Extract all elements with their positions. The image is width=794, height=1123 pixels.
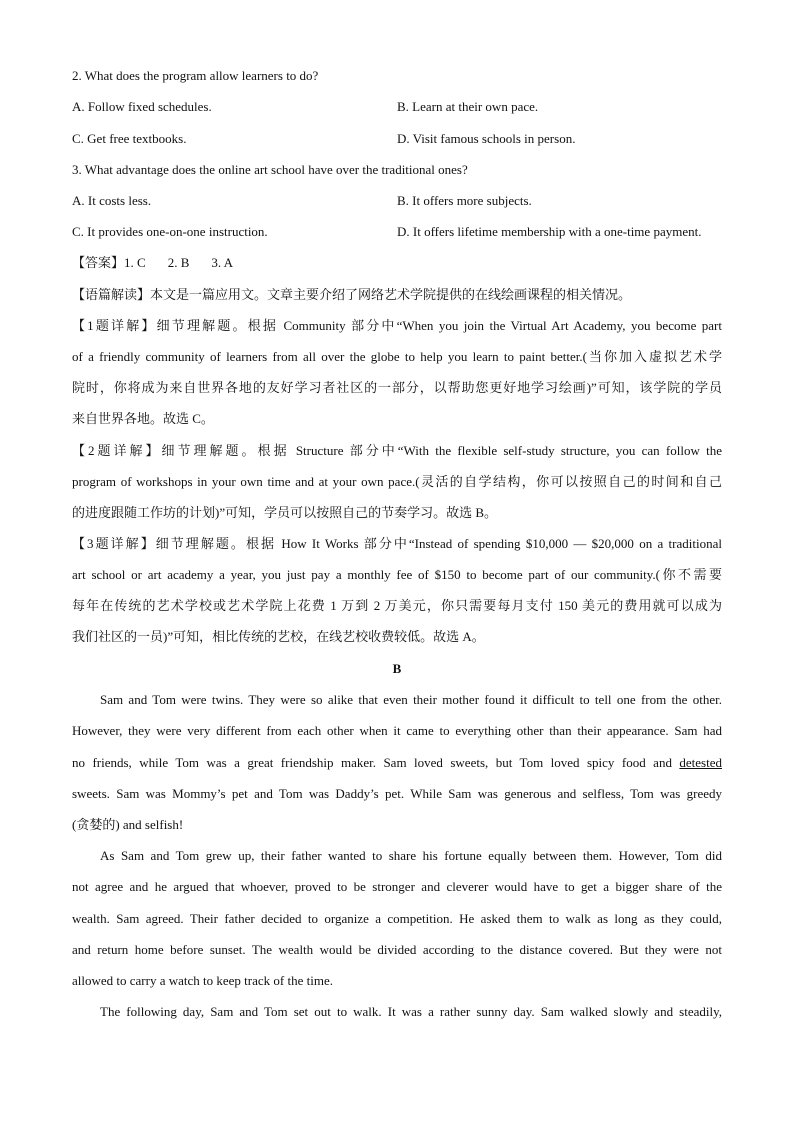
- passage-p2-line-1: As Sam and Tom grew up, their father wanted to share his fortune equally between them. However, Tom did: [100, 848, 722, 863]
- passage-p1-line-4: sweets. Sam was Mommy’s pet and Tom was Daddy’s pet. While Sam was generous and selfless, Tom was greedy: [72, 786, 722, 801]
- analysis-q3-line-3: 每年在传统的艺术学校或艺术学院上花费 1 万到 2 万美元，你只需要每月支付 150 美元的费用就可以成为: [72, 598, 722, 613]
- question-2-stem: 2. What does the program allow learners to do?: [72, 68, 319, 83]
- passage-p2-line-3: wealth. Sam agreed. Their father decided to organize a competition. He asked them to walk as long as they could,: [72, 911, 722, 926]
- analysis-q2-line-2: program of workshops in your own time and at your own pace.(灵活的自学结构，你可以按照自己的时间和自己: [72, 474, 722, 489]
- question-3-option-d: D. It offers lifetime membership with a one-time payment.: [397, 224, 702, 239]
- analysis-q1-line-3: 院时，你将成为来自世界各地的友好学习者社区的一部分，以帮助您更好地学习绘画)”可知，该学院的学员: [72, 380, 722, 395]
- analysis-q3-line-2: art school or art academy a year, you just pay a monthly fee of $150 to become part of our community.(你不需要: [72, 567, 722, 582]
- underlined-word: detested: [679, 755, 722, 770]
- question-2-option-b: B. Learn at their own pace.: [397, 99, 539, 114]
- passage-p1-line-3: [72, 754, 722, 772]
- analysis-q2-line-1: 【2题详解】细节理解题。根据 Structure 部分中“With the flexible self-study structure, you can follow the: [72, 443, 722, 458]
- answer-item-2: 2. B: [167, 255, 190, 270]
- passage-p1-line-2: However, they were very different from each other when it came to everything other than their appearance. Sam had: [72, 723, 722, 738]
- passage-p2-line-4: and return home before sunset. The wealth would be divided according to the distance covered. But they were not: [72, 942, 722, 957]
- answer-item-1: 1. C: [124, 255, 146, 270]
- question-2-option-c: C. Get free textbooks.: [72, 131, 187, 146]
- answer-key: [72, 254, 722, 272]
- analysis-q1-line-4: 来自世界各地。故选 C。: [72, 411, 214, 426]
- question-3-option-a: A. It costs less.: [72, 193, 152, 208]
- section-b-heading: B: [392, 661, 402, 676]
- passage-p1-line-3-text: no friends, while Tom was a great friendship maker. Sam loved sweets, but Tom loved spicy food and: [72, 755, 680, 770]
- question-3-stem: 3. What advantage does the online art school have over the traditional ones?: [72, 162, 468, 177]
- analysis-q1-line-2: of a friendly community of learners from all over the globe to help you learn to paint better.(当你加入虚拟艺术学: [72, 349, 722, 364]
- passage-p2-line-2: not agree and he argued that whoever, proved to be stronger and cleverer would have to get a bigger share of the: [72, 879, 722, 894]
- analysis-q1-line-1: 【1题详解】细节理解题。根据 Community 部分中“When you join the Virtual Art Academy, you become part: [72, 318, 722, 333]
- passage-p3-line-1: The following day, Sam and Tom set out to walk. It was a rather sunny day. Sam walked slowly and steadily,: [100, 1004, 722, 1019]
- question-3-option-c: C. It provides one-on-one instruction.: [72, 224, 268, 239]
- passage-p1-line-1: Sam and Tom were twins. They were so alike that even their mother found it difficult to tell one from the other.: [100, 692, 722, 707]
- answer-label: 【答案】: [72, 255, 125, 270]
- answer-item-3: 3. A: [211, 255, 234, 270]
- analysis-q3-line-1: 【3题详解】细节理解题。根据 How It Works 部分中“Instead of spending $10,000 — $20,000 on a traditional: [72, 536, 722, 551]
- passage-p1-line-5: (贪婪的) and selfish!: [72, 817, 184, 832]
- analysis-q3-line-4: 我们社区的一员)”可知，相比传统的艺校，在线艺校收费较低。故选 A。: [72, 629, 485, 644]
- analysis-summary: 【语篇解读】本文是一篇应用文。文章主要介绍了网络艺术学院提供的在线绘画课程的相关情况。: [72, 287, 632, 302]
- question-3-option-b: B. It offers more subjects.: [397, 193, 532, 208]
- passage-p2-line-5: allowed to carry a watch to keep track of the time.: [72, 973, 333, 988]
- question-2-option-d: D. Visit famous schools in person.: [397, 131, 576, 146]
- analysis-q2-line-3: 的进度跟随工作坊的计划)”可知，学员可以按照自己的节奏学习。故选 B。: [72, 505, 498, 520]
- question-2-option-a: A. Follow fixed schedules.: [72, 99, 212, 114]
